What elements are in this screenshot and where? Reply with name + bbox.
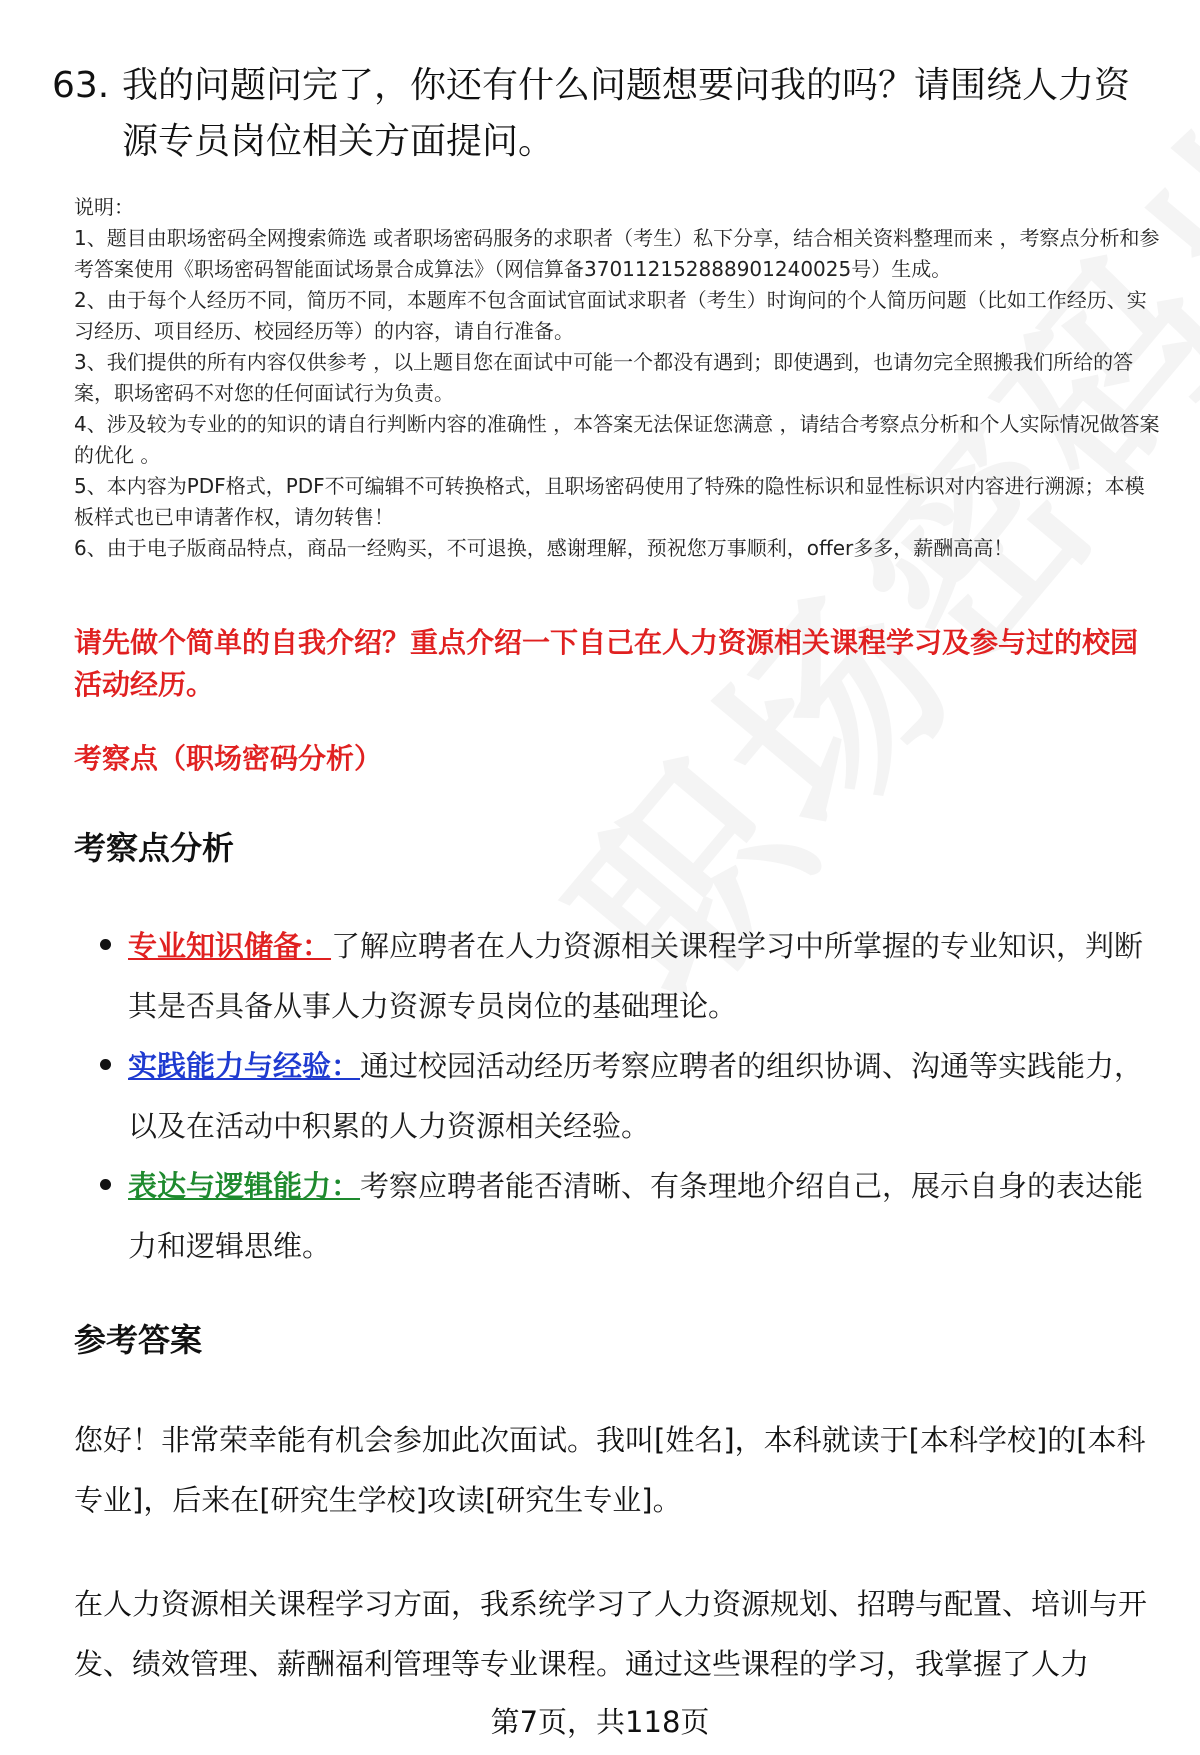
list-item xyxy=(100,1036,1160,1156)
note-item: 6、由于电子版商品特点，商品一经购买，不可退换，感谢理解，预祝您万事顺利，offer多多，薪酬高高！ xyxy=(74,536,1014,560)
sub-question: 请先做个简单的自我介绍？重点介绍一下自己在人力资源相关课程学习及参与过的校园活动经历。 xyxy=(74,626,1139,701)
note-item: 5、本内容为PDF格式，PDF不可编辑不可转换格式，且职场密码使用了特殊的隐性标识和显性标识对内容进行溯源；本模板样式也已申请著作权，请勿转售！ xyxy=(74,474,1145,529)
list-item xyxy=(100,916,1160,1036)
question-text: 我的问题问完了，你还有什么问题想要问我的吗？请围绕人力资源专员岗位相关方面提问。 xyxy=(122,65,1131,162)
bullet-icon xyxy=(100,1059,111,1070)
point-text: 了解应聘者在人力资源相关课程学习中所掌握的专业知识，判断其是否具备从事人力资源专员岗位的基础理论。 xyxy=(128,929,1144,1023)
note-item: 4、涉及较为专业的的知识的请自行判断内容的准确性 ，本答案无法保证您满意 ，请结合考察点分析和个人实际情况做答案的优化 。 xyxy=(74,412,1160,467)
bullet-icon xyxy=(100,1179,111,1190)
note-item: 3、我们提供的所有内容仅供参考 ，以上题目您在面试中可能一个都没有遇到；即使遇到，也请勿完全照搬我们所给的答案，职场密码不对您的任何面试行为负责。 xyxy=(74,350,1134,405)
term-practical-ability: 实践能力与经验： xyxy=(128,1049,361,1083)
analysis-label: 考察点（职场密码分析） xyxy=(74,742,383,775)
note-item: 1、题目由职场密码全网搜索筛选 或者职场密码服务的求职者（考生）私下分享，结合相关资料整理而来 ，考察点分析和参考答案使用《职场密码智能面试场景合成算法》（网信算备370112152888901240025号）生成。 xyxy=(74,226,1160,281)
answer-heading: 参考答案 xyxy=(74,1321,203,1359)
list-item xyxy=(100,1156,1160,1276)
question-title xyxy=(52,58,1162,170)
analysis-heading: 考察点分析 xyxy=(74,829,235,867)
term-professional-knowledge: 专业知识储备： xyxy=(128,929,332,963)
note-item: 2、由于每个人经历不同，简历不同，本题库不包含面试官面试求职者（考生）时询问的个人简历问题（比如工作经历、实习经历、项目经历、校园经历等）的内容，请自行准备。 xyxy=(74,288,1147,343)
notes-block xyxy=(74,192,1164,564)
point-text: 考察应聘者能否清晰、有条理地介绍自己，展示自身的表达能力和逻辑思维。 xyxy=(128,1169,1144,1263)
analysis-list xyxy=(100,916,1160,1276)
answer-paragraph: 您好！非常荣幸能有机会参加此次面试。我叫[姓名]，本科就读于[本科学校]的[本科专业]，后来在[研究生学校]攻读[研究生专业]。 xyxy=(74,1423,1146,1517)
bullet-icon xyxy=(100,939,111,950)
question-number: 63. xyxy=(52,65,110,106)
term-expression-logic: 表达与逻辑能力： xyxy=(128,1169,361,1203)
point-text: 通过校园活动经历考察应聘者的组织协调、沟通等实践能力，以及在活动中积累的人力资源相关经验。 xyxy=(128,1049,1144,1143)
answer-paragraph: 在人力资源相关课程学习方面，我系统学习了人力资源规划、招聘与配置、培训与开发、绩效管理、薪酬福利管理等专业课程。通过这些课程的学习，我掌握了人力 xyxy=(74,1587,1148,1681)
notes-label: 说明： xyxy=(74,195,134,219)
page-footer: 第7页，共118页 xyxy=(490,1705,710,1739)
